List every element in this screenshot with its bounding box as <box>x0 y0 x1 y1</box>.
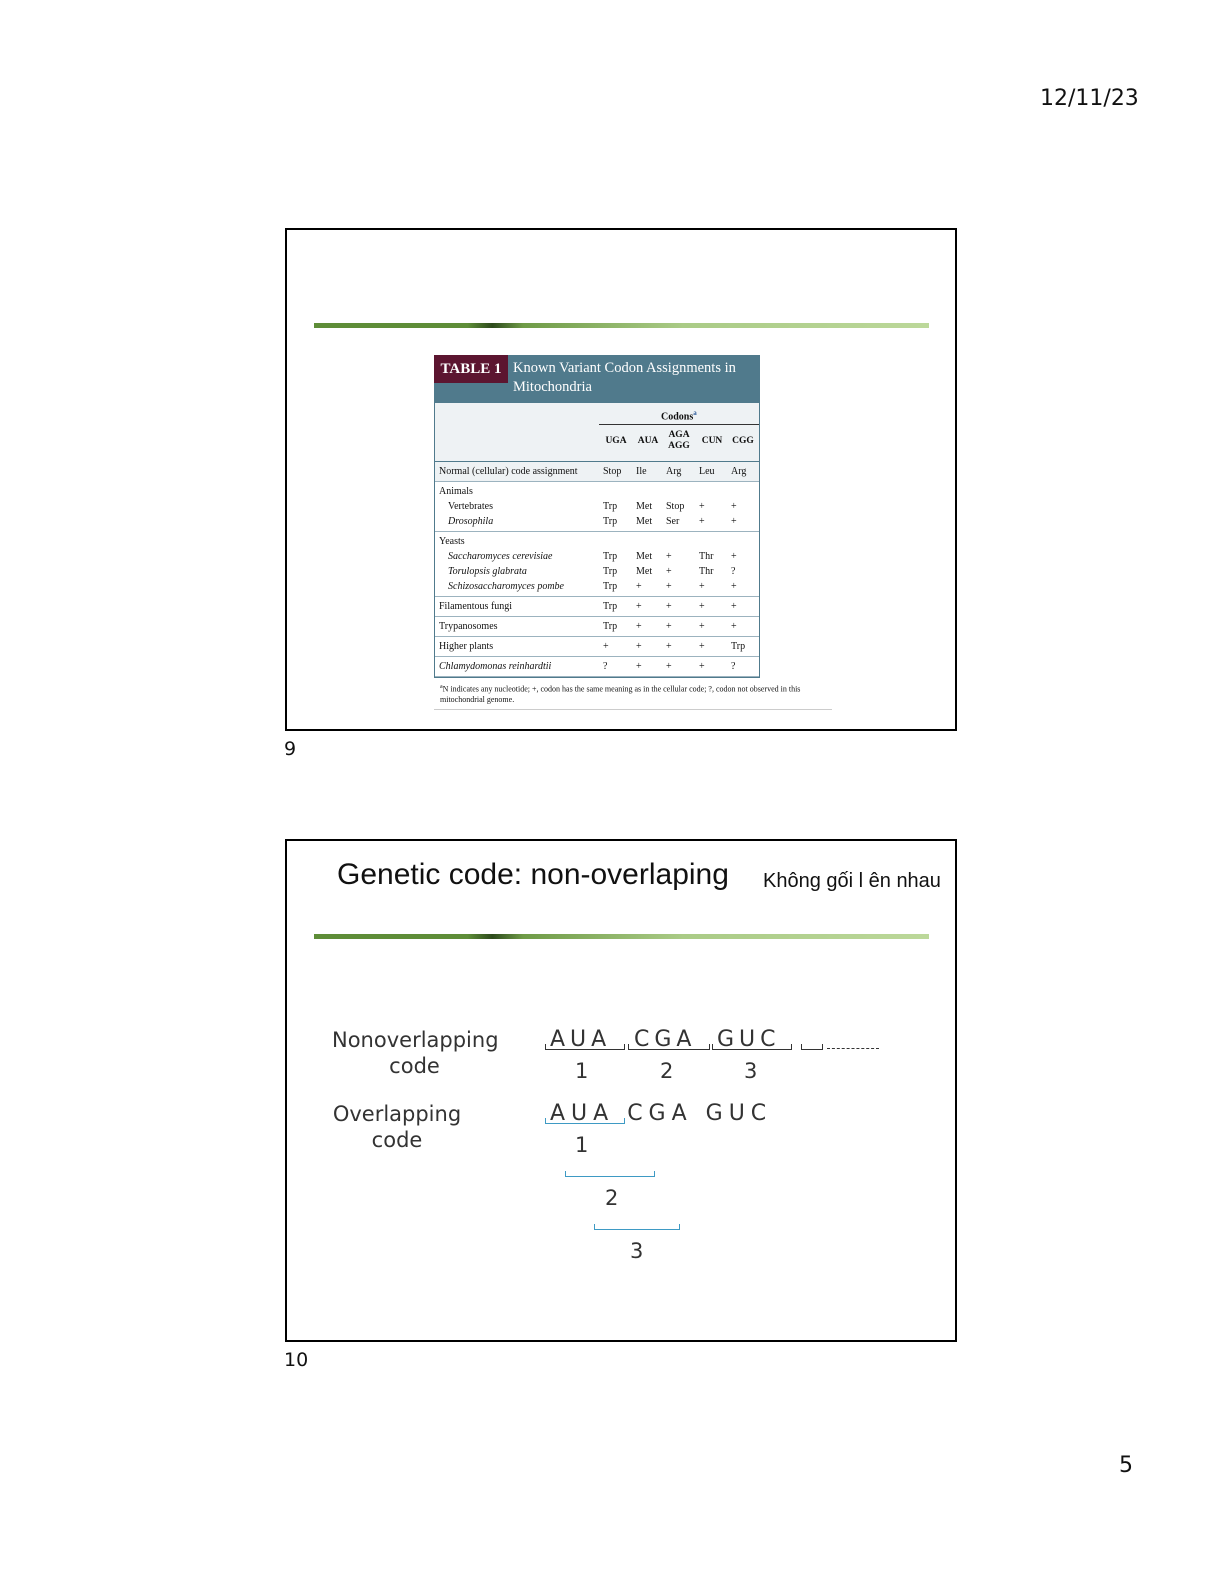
table-row <box>435 549 759 564</box>
cell: Trp <box>603 621 618 632</box>
cell: Trp <box>731 641 746 652</box>
slide-title: Genetic code: non-overlaping <box>337 858 729 891</box>
table-body <box>434 403 760 678</box>
cell: + <box>731 501 737 512</box>
cell: Trp <box>603 566 618 577</box>
slide-note: Không gối l ên nhau <box>763 870 941 892</box>
col-header-aga-agg: AGA AGG <box>668 430 690 451</box>
codons-rule <box>599 424 759 425</box>
col-header-cgg: CGG <box>732 436 754 446</box>
table-title: Known Variant Codon Assignments in Mitochondria <box>513 360 736 395</box>
cell: + <box>666 581 672 592</box>
row-label: Drosophila <box>448 516 494 527</box>
cell: + <box>699 581 705 592</box>
cell: + <box>699 641 705 652</box>
table-section <box>435 482 759 532</box>
cell: + <box>636 641 642 652</box>
row-label: Higher plants <box>439 641 494 652</box>
cell: ? <box>603 661 608 672</box>
cell: ? <box>731 661 736 672</box>
table-row <box>435 499 759 514</box>
cell: Stop <box>666 501 685 512</box>
table-section <box>435 597 759 617</box>
cell: Trp <box>603 601 618 612</box>
normal-code-row <box>435 462 759 482</box>
cell: Met <box>636 566 653 577</box>
title-divider <box>314 934 929 939</box>
column-headers <box>435 403 759 462</box>
row-label: Filamentous fungi <box>439 601 513 612</box>
row-label: Torulopsis glabrata <box>448 566 527 577</box>
col-header-cun: CUN <box>701 436 723 446</box>
col-header-aua: AUA <box>637 436 659 446</box>
cell: Trp <box>603 501 618 512</box>
overlap-sequence: AUA CGA GUC <box>550 1101 773 1126</box>
table-section <box>435 532 759 597</box>
section-title: Animals <box>439 486 473 497</box>
row-label: Normal (cellular) code assignment <box>439 466 578 477</box>
cell: Trp <box>603 516 618 527</box>
cell: Thr <box>699 551 714 562</box>
cell: + <box>731 516 737 527</box>
codon-bracket <box>545 1044 625 1050</box>
codon-number: 1 <box>575 1059 589 1083</box>
table-row <box>435 639 759 654</box>
overlap-number: 1 <box>575 1133 589 1157</box>
cell: + <box>666 661 672 672</box>
table-row <box>435 659 759 674</box>
cell: + <box>636 621 642 632</box>
cell: + <box>731 621 737 632</box>
table-sections <box>435 482 759 677</box>
table-section <box>435 637 759 657</box>
table-row <box>435 619 759 634</box>
title-divider <box>314 323 929 328</box>
cell: Met <box>636 501 653 512</box>
cell: + <box>699 501 705 512</box>
codons-label: Codons$^a$ <box>661 409 697 423</box>
cell: Trp <box>603 581 618 592</box>
cell: Stop <box>603 466 622 477</box>
col-header-uga: UGA <box>605 436 627 446</box>
row-label: Trypanosomes <box>439 621 498 632</box>
continuation-dashes <box>827 1048 879 1049</box>
table-header <box>434 355 760 403</box>
table-row <box>435 579 759 594</box>
cell: Trp <box>603 551 618 562</box>
codon-number: 2 <box>660 1059 674 1083</box>
cell: + <box>636 661 642 672</box>
cell: + <box>699 661 705 672</box>
codon-table-figure <box>434 355 832 710</box>
table-row <box>435 514 759 529</box>
slide-number: 9 <box>284 738 297 760</box>
codon-bracket <box>712 1044 792 1050</box>
cell: + <box>699 516 705 527</box>
row-label: Schizosaccharomyces pombe <box>448 581 564 592</box>
codon-bracket <box>801 1044 823 1050</box>
overlap-bracket-2 <box>565 1171 655 1177</box>
cell: + <box>666 621 672 632</box>
table-row <box>435 564 759 579</box>
cell: + <box>666 641 672 652</box>
cell: Ser <box>666 516 680 527</box>
codon-2: CGA <box>634 1027 697 1052</box>
cell: + <box>603 641 609 652</box>
cell: Met <box>636 551 653 562</box>
cell: Leu <box>699 466 715 477</box>
row-label: Chlamydomonas reinhardtii <box>439 661 552 672</box>
cell: + <box>731 581 737 592</box>
table-section <box>435 617 759 637</box>
codon-number: 3 <box>744 1059 758 1083</box>
overlap-bracket-1 <box>545 1118 625 1124</box>
header-date: 12/11/23 <box>1040 86 1139 111</box>
cell: + <box>636 581 642 592</box>
slide-10 <box>285 839 957 1342</box>
cell: + <box>636 601 642 612</box>
cell: Arg <box>731 466 747 477</box>
table-label: TABLE 1 <box>434 355 508 383</box>
table-footnote: $^a$N indicates any nucleotide; +, codon has the same meaning as in the cellular code; ?, codon not observed in this mitochondrial genome. <box>434 678 832 710</box>
row-label: Vertebrates <box>448 501 493 512</box>
codon-1: AUA <box>550 1027 612 1052</box>
overlap-number: 2 <box>605 1186 619 1210</box>
table-row <box>435 599 759 614</box>
overlapping-label: Overlapping code <box>332 1102 462 1152</box>
section-title: Yeasts <box>439 536 465 547</box>
cell: Ile <box>636 466 647 477</box>
codon-3: GUC <box>717 1027 781 1052</box>
cell: Met <box>636 516 653 527</box>
slide-9 <box>285 228 957 731</box>
overlap-bracket-3 <box>594 1224 680 1230</box>
cell: ? <box>731 566 736 577</box>
page-number: 5 <box>1119 1453 1133 1478</box>
cell: + <box>699 601 705 612</box>
cell: + <box>666 601 672 612</box>
cell: + <box>699 621 705 632</box>
row-label: Saccharomyces cerevisiae <box>448 551 553 562</box>
cell: + <box>666 566 672 577</box>
cell: + <box>666 551 672 562</box>
nonoverlapping-label: Nonoverlapping code <box>332 1028 499 1078</box>
codon-bracket <box>628 1044 710 1050</box>
cell: Thr <box>699 566 714 577</box>
cell: + <box>731 551 737 562</box>
cell: + <box>731 601 737 612</box>
cell: Arg <box>666 466 682 477</box>
table-section <box>435 657 759 677</box>
slide-number: 10 <box>284 1349 309 1371</box>
overlap-number: 3 <box>630 1239 644 1263</box>
